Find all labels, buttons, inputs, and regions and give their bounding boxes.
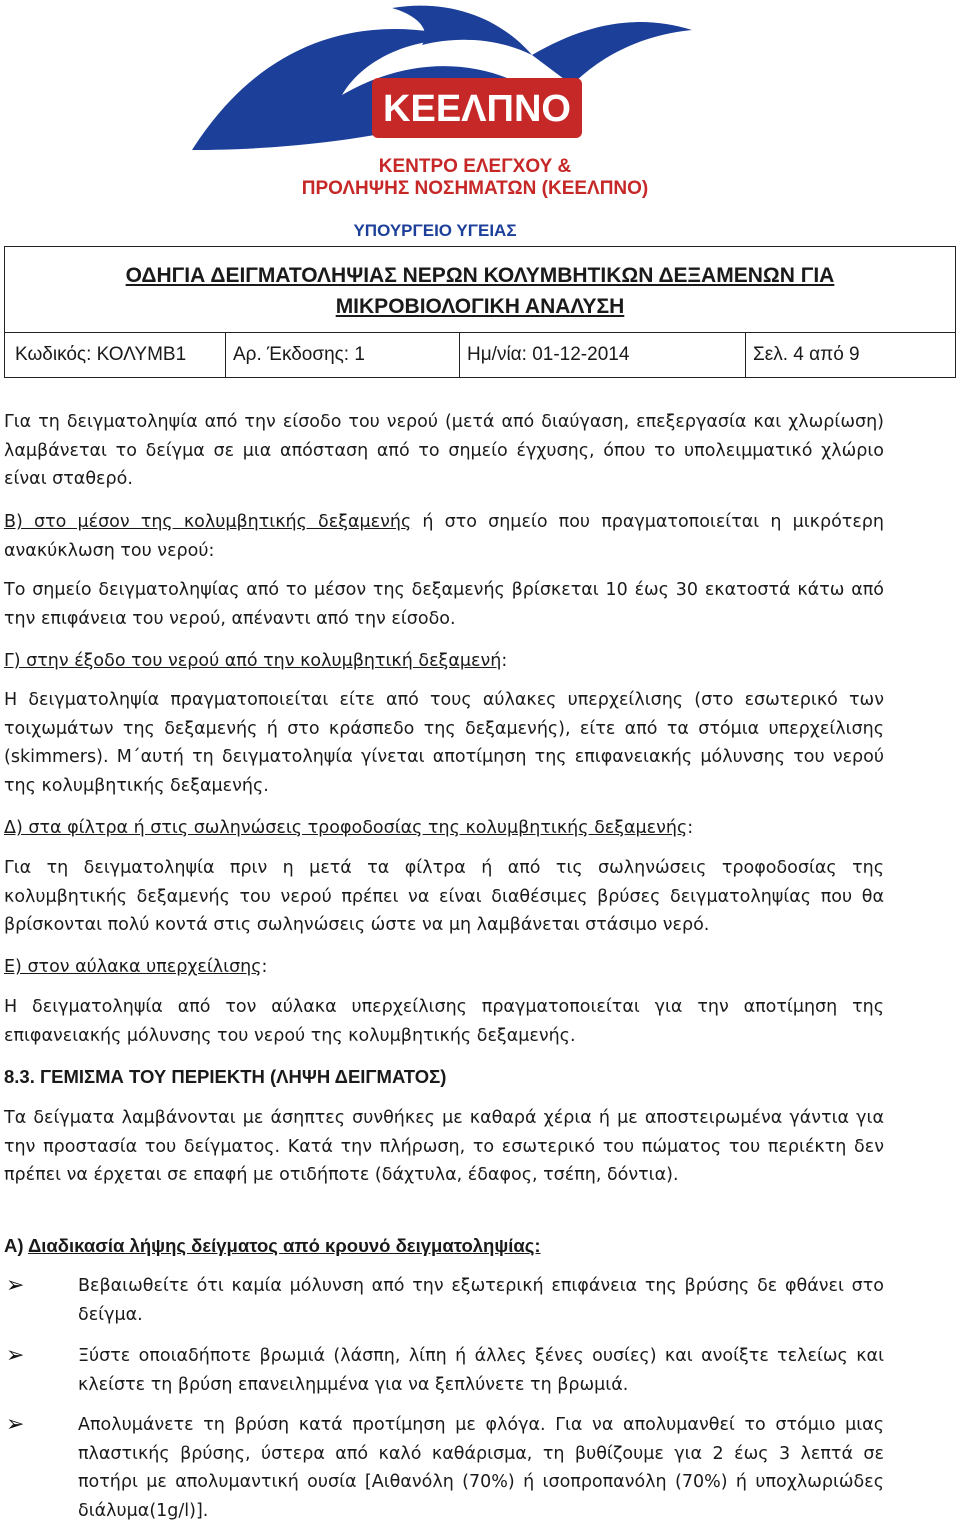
subsection-a-heading bbox=[4, 1232, 884, 1261]
section-e-heading bbox=[4, 953, 884, 982]
title-line-1: ΟΔΗΓΙΑ ΔΕΙΓΜΑΤΟΛΗΨΙΑΣ ΝΕΡΩΝ ΚΟΛΥΜΒΗΤΙΚΩΝ ΔΕΞΑΜΕΝΩΝ ΓΙΑ bbox=[125, 264, 835, 287]
section-8-3-body: Τα δείγματα λαμβάνονται με άσηπτες συνθήκες με καθαρά χέρια ή με αποστειρωμένα γάντια για την προστασία του δείγματος. Κατά την πλήρωση, το εσωτερικό του πώματος του περιέκτη δεν πρέπει να έρχεται σε επαφή με οτιδήποτε (δάχτυλα, έδαφος, τσέπη, δόντια). bbox=[4, 1108, 884, 1185]
keelpno-logo bbox=[172, 0, 716, 244]
arrow-bullet-icon: ➢ bbox=[6, 1412, 25, 1437]
section-d-heading bbox=[4, 814, 884, 843]
section-e-colon: : bbox=[261, 957, 268, 977]
bullet-item: Βεβαιωθείτε ότι καμία μόλυνση από την εξωτερική επιφάνεια της βρύσης δε φθάνει στο δείγμα. bbox=[78, 1276, 884, 1325]
section-b-rest: ή στο σημείο που πραγματοποιείται η μικρότερη ανακύκλωση του νερού: bbox=[4, 512, 884, 561]
section-b-label: Β) στο μέσον της κολυμβητικής δεξαμενής bbox=[4, 512, 412, 532]
logo-acronym: ΚΕΕΛΠΝΟ bbox=[383, 88, 571, 130]
bullet-item: Απολυμάνετε τη βρύση κατά προτίμηση με φλόγα. Για να απολυμανθεί το στόμιο μιας πλαστικής βρύσης, ύστερα από καλό καθάρισμα, τη βυθίζουμε για 2 έως 3 λεπτά σε ποτήρι με απολυμαντική ουσία [Αιθανόλη (70%) ή ισοπροπανόλη (70%) ή υποχλωριώδες διάλυμα(1g/l)]. bbox=[78, 1415, 884, 1521]
subsection-a-prefix: Α) bbox=[4, 1235, 28, 1256]
section-d-body: Για τη δειγματοληψία πριν η μετά τα φίλτρα ή από τις σωληνώσεις τροφοδοσίας της κολυμβητικής δεξαμενής του νερού πρέπει να είναι διαθέσιμες βρύσες δειγματοληψίας που θα βρίσκονται πολύ κοντά στις σωληνώσεις ώστε να μη λαμβάνεται στάσιμο νερό. bbox=[4, 858, 884, 935]
section-c-label: Γ) στην έξοδο του νερού από την κολυμβητική δεξαμενή bbox=[4, 651, 502, 671]
section-b-heading bbox=[4, 508, 884, 565]
document-title bbox=[5, 247, 955, 333]
arrow-bullet-icon: ➢ bbox=[6, 1343, 25, 1368]
subsection-a-title: Διαδικασία λήψης δείγματος από κρουνό δειγματοληψίας: bbox=[27, 1235, 541, 1256]
section-e-body: Η δειγματοληψία από τον αύλακα υπερχείλισης πραγματοποιείται για την αποτίμηση της επιφανειακής μόλυνσης του νερού της κολυμβητικής δεξαμενής. bbox=[4, 997, 884, 1046]
doc-date: Ημ/νία: 01-12-2014 bbox=[467, 344, 630, 365]
section-8-3-heading: 8.3. ΓΕΜΙΣΜΑ ΤΟΥ ΠΕΡΙΕΚΤΗ (ΛΗΨΗ ΔΕΙΓΜΑΤΟΣ) bbox=[4, 1066, 447, 1087]
header-meta-row bbox=[5, 333, 955, 377]
arrow-bullet-icon: ➢ bbox=[6, 1273, 25, 1298]
section-c-body: Η δειγματοληψία πραγματοποιείται είτε από τους αύλακες υπερχείλισης (στο εσωτερικό των τοιχωμάτων της δεξαμενής ή στο κράσπεδο της δεξαμενής), είτε από τα στόμια υπερχείλισης (skimmers). Μ΄αυτή τη δειγματοληψία γίνεται αποτίμηση της επιφανειακής μόλυνσης του νερού της κολυμβητικής δεξαμενής. bbox=[4, 690, 884, 796]
page-number: Σελ. 4 από 9 bbox=[753, 344, 860, 365]
section-e-label: Ε) στον αύλακα υπερχείλισης bbox=[4, 957, 262, 977]
doc-code: Κωδικός: ΚΟΛΥΜΒ1 bbox=[15, 344, 187, 365]
logo-ministry: ΥΠΟΥΡΓΕΙΟ ΥΓΕΙΑΣ bbox=[353, 221, 517, 240]
title-line-2: ΜΙΚΡΟΒΙΟΛΟΓΙΚΗ ΑΝΑΛΥΣΗ bbox=[335, 295, 625, 318]
section-b-body: Το σημείο δειγματοληψίας από το μέσον της δεξαμενής βρίσκεται 10 έως 30 εκατοστά κάτω από την επιφάνεια του νερού, απέναντι από την είσοδο. bbox=[4, 580, 884, 629]
section-c-heading bbox=[4, 647, 884, 676]
logo-line1: ΚΕΝΤΡΟ ΕΛΕΓΧΟΥ & bbox=[378, 156, 572, 177]
section-c-colon: : bbox=[501, 651, 508, 671]
paragraph-intro: Για τη δειγματοληψία από την είσοδο του νερού (μετά από διαύγαση, επεξεργασία και χλωρίωση) λαμβάνεται το δείγμα σε μια απόσταση από το σημείο έγχυσης, όπου το υπολειμματικό χλώριο είναι σταθερό. bbox=[4, 412, 884, 489]
section-d-colon: : bbox=[687, 818, 694, 838]
bullet-item: Ξύστε οποιαδήποτε βρωμιά (λάσπη, λίπη ή άλλες ξένες ουσίες) και ανοίξτε τελείως και κλείστε τη βρύση επανειλημμένα για να ξεπλύνετε τη βρωμιά. bbox=[78, 1346, 884, 1395]
doc-edition: Αρ. Έκδοσης: 1 bbox=[233, 344, 365, 365]
logo-line2: ΠΡΟΛΗΨΗΣ ΝΟΣΗΜΑΤΩΝ (ΚΕΕΛΠΝΟ) bbox=[301, 178, 649, 199]
dove-logo-icon bbox=[172, 0, 716, 244]
section-d-label: Δ) στα φίλτρα ή στις σωληνώσεις τροφοδοσίας της κολυμβητικής δεξαμενής bbox=[4, 818, 688, 838]
document-header bbox=[4, 246, 956, 378]
